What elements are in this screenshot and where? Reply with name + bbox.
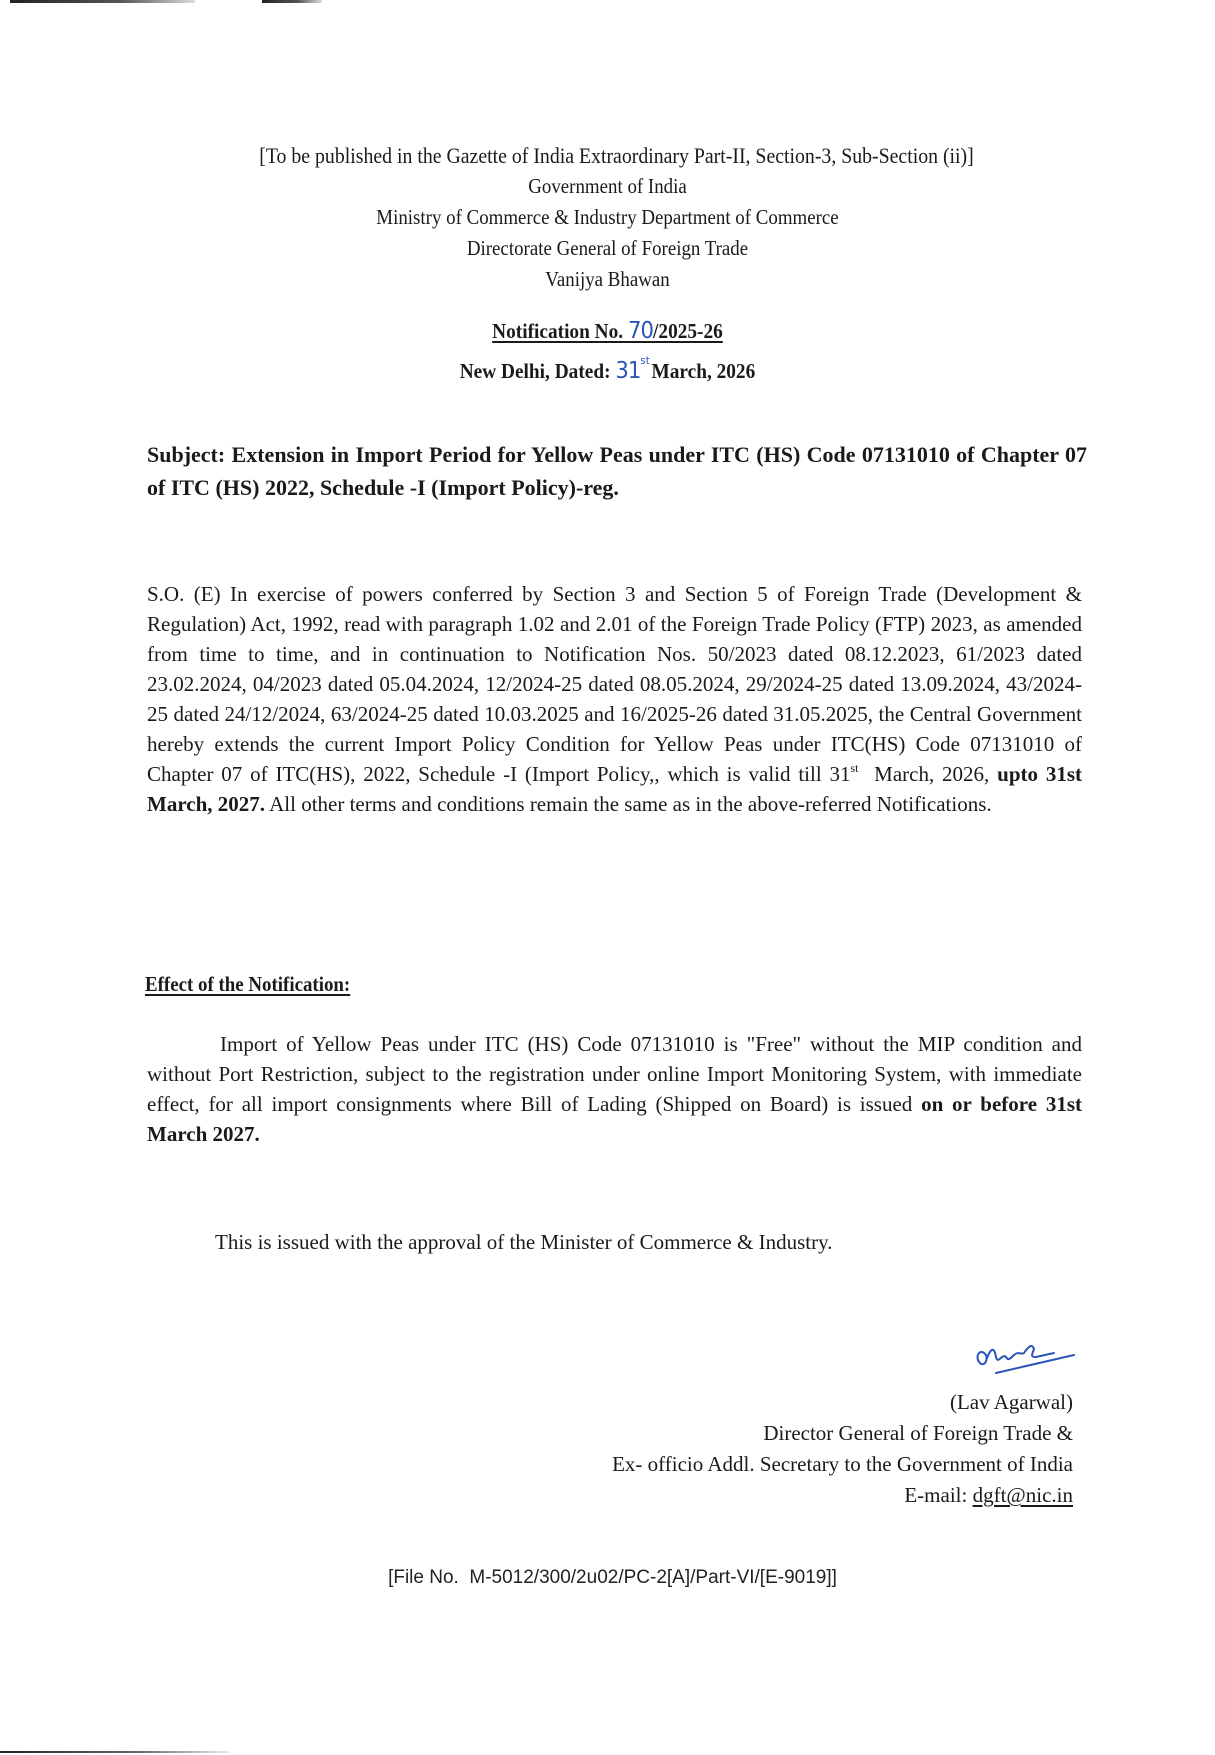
dated-day-handwritten: 31 <box>615 358 641 384</box>
notification-number-handwritten: 70 <box>627 318 654 344</box>
government-name: Government of India <box>528 174 687 198</box>
notification-number <box>49 316 1167 346</box>
notification-date <box>49 346 1167 386</box>
gazette-line: [To be published in the Gazette of India Extraordinary Part-II, Section-3, Sub-Section (ii)] <box>259 143 974 168</box>
notification-number-suffix: /2025-26 <box>653 319 723 343</box>
main-paragraph-closing: All other terms and conditions remain the same as in the above-referred Notifications. <box>265 792 992 816</box>
superscript-st: st <box>850 761 859 775</box>
email-link[interactable]: dgft@nic.in <box>972 1483 1073 1507</box>
extended-date: upto 31st March, 2027. <box>147 762 1083 816</box>
email-label: E-mail: <box>904 1483 973 1507</box>
scan-edge-bottom <box>0 1751 230 1753</box>
effect-heading: Effect of the Notification: <box>145 972 351 996</box>
notification-block <box>49 316 1167 386</box>
dated-day-sup: st <box>640 354 650 367</box>
document-header <box>61 140 1155 295</box>
approval-statement: This is issued with the approval of the Minister of Commerce & Industry. <box>215 1230 833 1254</box>
signatory-block <box>612 1387 1073 1511</box>
signatory-name: (Lav Agarwal) <box>949 1390 1073 1414</box>
ministry-name: Ministry of Commerce & Industry Department of Commerce <box>376 205 839 229</box>
main-paragraph-date: March, 2026, <box>858 762 998 786</box>
effect-deadline: on or before 31st March 2027. <box>147 1092 1082 1146</box>
signatory-email-line <box>612 1480 1073 1511</box>
file-number: [File No. M-5012/300/2u02/PC-2[A]/Part-VI/[E-9019]] <box>388 1567 837 1588</box>
directorate-name: Directorate General of Foreign Trade <box>466 236 749 260</box>
signature-icon <box>972 1335 1082 1385</box>
notification-number-prefix: Notification No. <box>492 319 628 343</box>
signatory-designation-1: Director General of Foreign Trade & <box>763 1421 1073 1445</box>
scan-edge-top-right <box>262 0 322 3</box>
dated-suffix: March, 2026 <box>651 359 756 383</box>
dated-prefix: New Delhi, Dated: <box>459 359 616 383</box>
effect-text: Import of Yellow Peas under ITC (HS) Code 07131010 is "Free" without the MIP condition and without Port Restriction, subject to the registration under online Import Monitoring System, with immediate effect, for all import consignments where Bill of Lading (Shipped on Board) is issued <box>147 1032 1082 1116</box>
main-paragraph-text: S.O. (E) In exercise of powers conferred by Section 3 and Section 5 of Foreign Trade (Development & Regulation) Act, 1992, read with paragraph 1.02 and 2.01 of the Foreign Trade Policy (FTP) 2023, as amended from time to time, and in continuation to Notification Nos. 50/2023 dated 08.12.2023, 61/2023 dated 23.02.2024, 04/2023 dated 05.04.2024, 12/2024-25 dated 08.05.2024, 29/2024-25 dated 13.09.2024, 43/2024-25 dated 24/12/2024, 63/2024-25 dated 10.03.2025 and 16/2025-26 dated 31.05.2025, the Central Government hereby extends the current Import Policy Condition for Yellow Peas under ITC(HS) Code 07131010 of Chapter 07 of ITC(HS), 2022, Schedule -I (Import Policy,, which is valid till 31 <box>147 582 1082 786</box>
subject-line: Subject: Extension in Import Period for Yellow Peas under ITC (HS) Code 07131010 of Chapter 07 of ITC (HS) 2022, Schedule -I (Import Policy)-reg. <box>147 442 1087 500</box>
signatory-designation-2: Ex- officio Addl. Secretary to the Government of India <box>612 1452 1073 1476</box>
office-name: Vanijya Bhawan <box>545 267 670 291</box>
effect-paragraph <box>147 1029 1082 1149</box>
scan-edge-top-left <box>10 0 195 3</box>
main-paragraph <box>147 579 1082 819</box>
